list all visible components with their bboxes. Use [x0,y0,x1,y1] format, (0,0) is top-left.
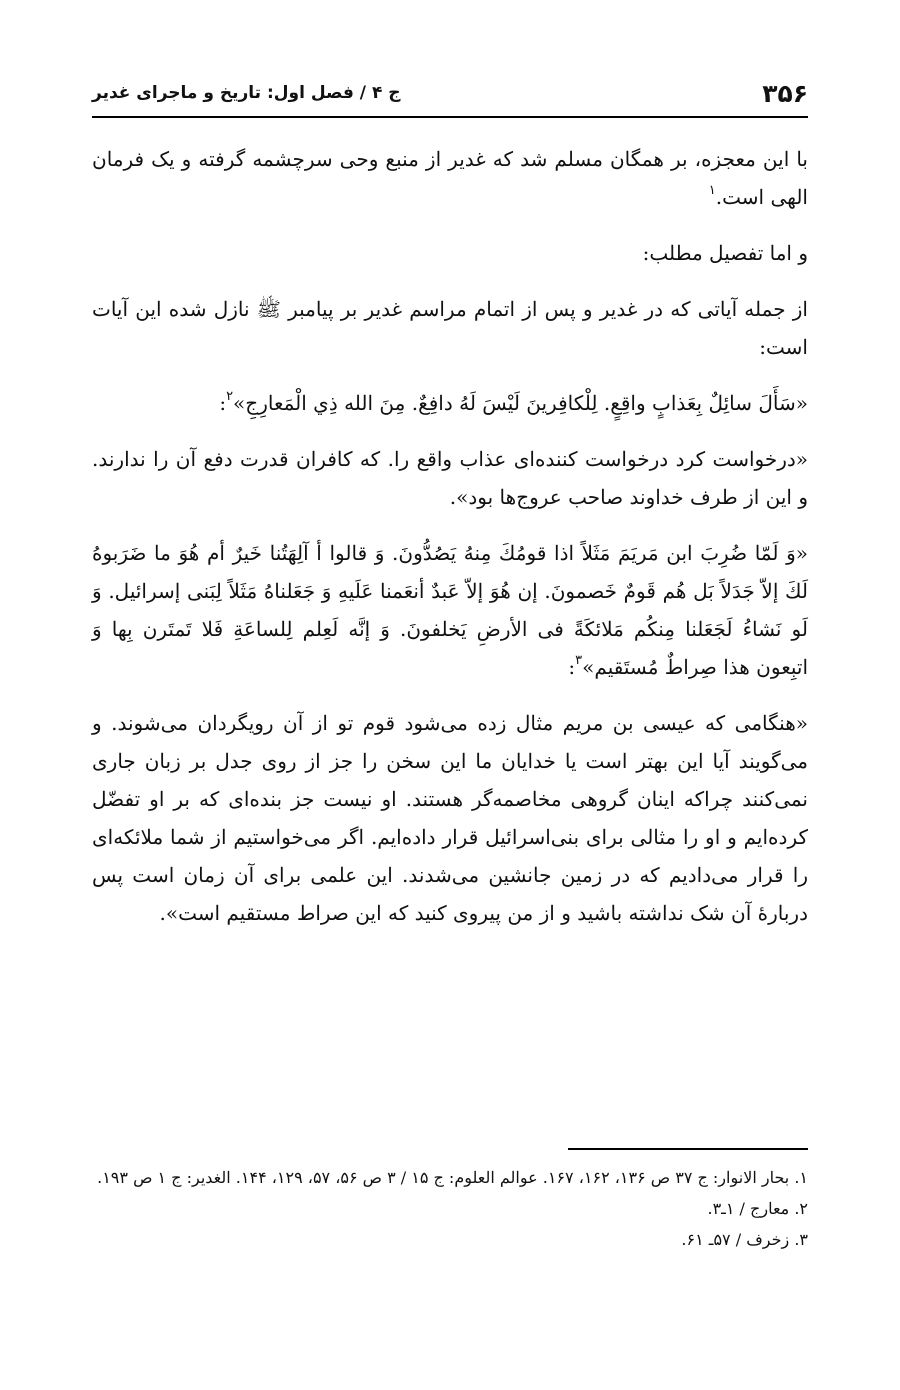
footnote-3: ۳. زخرف / ۵۷ـ ۶۱. [681,1230,808,1249]
footnote-ref-2: ۲ [226,389,234,405]
verse-text: «سَأَلَ سائِلٌ بِعَذابٍ واقِعٍ. لِلْكافِرينَ لَيْسَ لَهُ دافِعٌ. مِنَ الله ذِي الْمَعارِجِ» [233,391,808,415]
footnote-2: ۲. معارج / ۱ـ۳. [707,1199,808,1218]
verse-text: «وَ لَمّا ضُرِبَ ابن مَريَمَ مَثَلاً اذا قومُكَ مِنهُ يَصُدُّونَ. وَ قالوا أ آلِهَتُنا خَيرٌ أم هُوَ ما ضَرَبوهُ لَكَ إلاّ جَدَلاً بَل هُم قَومٌ خَصمونَ. إن هُوَ إلاّ عَبدٌ أنعَمنا عَلَيهِ وَ جَعَلناهُ مَثَلاً لِبَنى إسرائيل. وَ لَو نَشاءُ لَجَعَلنا مِنكُم مَلائكَةً فى الأرضِ يَخلفونَ. وَ إنَّه لَعِلم لِلساعَةِ فَلا تَمتَرن بِها وَ اتبِعون هذا صِراطٌ مُستَقيم» [92,541,808,679]
page-number: ۳۵۶ [762,78,808,108]
paragraph-verses-intro: از جمله آیاتی که در غدیر و پس از اتمام مراسم غدیر بر پیامبر ﷺ نازل شده این آیات است: [92,297,808,359]
footnotes [92,1162,808,1255]
translation-zukhruf: «هنگامی که عیسی بن مریم مثال زده می‌شود قوم تو از آن رویگردان می‌شوند. و می‌گویند آیا این بهتر است یا خدایان ما این سخن را جز از روی جدل بر زبان جاری نمی‌کنند چراکه اینان گروهی مخاصمه‌گر هستند. او نیست جز بنده‌ای که بر او تفضّل کرده‌ایم و او را مثالی برای بنی‌اسرائیل قرار داده‌ایم. اگر می‌خواستیم از شما ملائکه‌ای را قرار می‌دادیم که در زمین جانشین می‌شدند. این علمی برای آن زمان است پس دربارهٔ آن شک نداشته باشید و از من پیروی کنید که این صراط مستقیم است». [92,711,808,925]
paragraph-detail-intro: و اما تفصیل مطلب: [642,241,808,265]
footnote-ref-3: ۳ [575,653,583,669]
paragraph-miracle [92,140,808,216]
body-text [92,140,808,932]
verse-maarij [92,384,808,422]
translation-maarij: «درخواست کرد درخواست کننده‌ای عذاب واقع را. که کافران قدرت دفع آن را ندارند. و این از طرف خداوند صاحب عروج‌ها بود». [92,447,809,509]
verse-punct: : [568,655,576,679]
footnote-1: ۱. بحار الانوار: ج ۳۷ ص ۱۳۶، ۱۶۲، ۱۶۷. عوالم العلوم: ج ۱۵ / ۳ ص ۵۶، ۵۷، ۱۲۹، ۱۴۴. الغدیر: ج ۱ ص ۱۹۳. [97,1168,808,1187]
page-header [92,70,808,118]
footnote-divider [568,1148,808,1150]
running-title: ج ۴ / فصل اول: تاریخ و ماجرای غدیر [92,83,401,103]
verse-punct: : [219,391,227,415]
footnote-ref-1: ۱ [708,183,716,199]
paragraph-text: با این معجزه، بر همگان مسلم شد که غدیر از منبع وحی سرچشمه گرفته و یک فرمان الهی است. [92,147,808,209]
verse-zukhruf [92,534,808,686]
